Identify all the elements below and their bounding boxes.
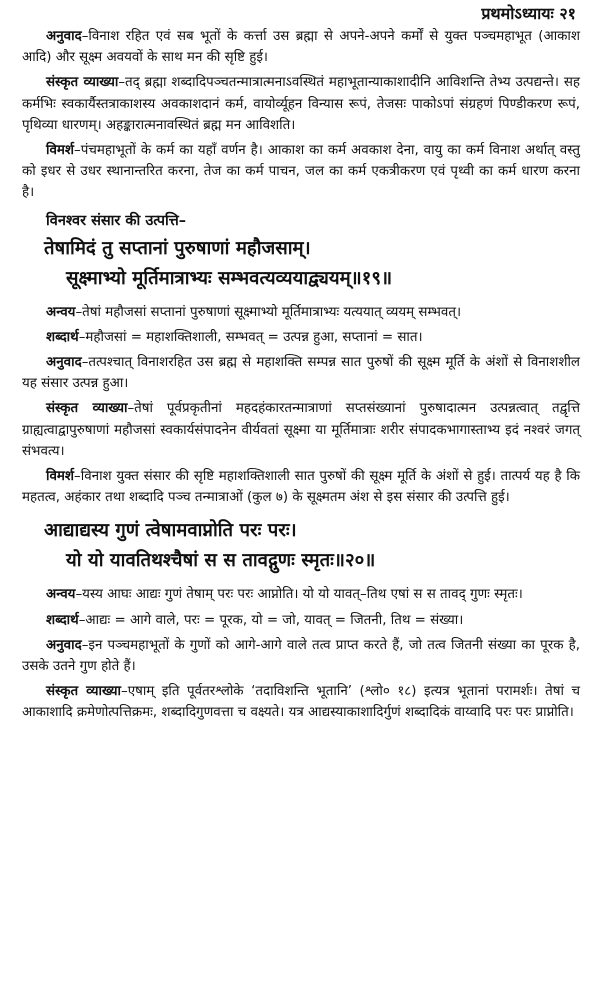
sanskrit-vyakhya-paragraph [22, 681, 580, 723]
anvay-text: –तेषां महौजसां सप्तानां पुरुषाणां सूक्ष्माभ्यो मूर्तिमात्राभ्यः यत्ययात् व्ययम् सम्भवत्। [75, 304, 462, 320]
verse-20-line-1: आद्याद्यस्य गुणं त्वेषामवाप्नोति परः परः। [44, 520, 297, 542]
sanskrit-vyakhya-paragraph [22, 72, 580, 136]
verse-19-line-2: सूक्ष्माभ्यो मूर्तिमात्राभ्यः सम्भवत्यव्ययाद्व्ययम्॥१९॥ [66, 267, 393, 289]
anvay-paragraph [22, 302, 580, 323]
anvay-label: अन्वय [46, 304, 76, 320]
shabdarth-text: –महौजसां = महाशक्तिशाली, सम्भवत् = उत्पन्न हुआ, सप्तानां = सात। [78, 329, 423, 345]
sanskrit-vyakhya-text: –तद् ब्रह्मा शब्दादिपञ्चतन्मात्रात्मनाऽवस्थितं महाभूतान्याकाशादीनि आविशन्ति तेभ्य उत्पद्यन्ते। सह कर्मभिः स्वकार्यैस्तत्राकाशस्य अवकाशदानं कर्म, वायोर्व्यूहन विन्यास रूपं, तेजसः पाकोऽपां संग्रहणं पिण्डीकरण रूपं, पृथिव्या धारणम्। अहङ्कारात्मनावस्थितं ब्रह्म मन आविशति। [22, 75, 580, 133]
shabdarth-label: शब्दार्थ [46, 329, 79, 345]
verse-20 [22, 516, 580, 576]
verse-19 [22, 234, 580, 294]
verse-19-line-1: तेषामिदं तु सप्तानां पुरुषाणां महौजसाम्। [44, 237, 311, 259]
page-header: प्रथमोऽध्यायः २१ [481, 4, 576, 23]
vimarsh-label: विमर्श [46, 469, 75, 485]
sanskrit-vyakhya-text: –एषाम् इति पूर्वतरश्लोके ‘तदाविशन्ति भूतानि’ (श्लो० १८) इत्यत्र भूतानां परामर्शः। तेषां च आकाशादि क्रमेणोत्पत्तिक्रमः, शब्दादिगुणवत्ता च वक्ष्यते। यत्र आद्यस्याकाशादिर्गुणं शब्दादिकं वाय्वादि परः परः प्राप्नोति। [22, 684, 580, 721]
vimarsh-text: –पंचमहाभूतों के कर्म का यहाँ वर्णन है। आकाश का कर्म अवकाश देना, वायु का कर्म विनाश अर्थात् वस्तु को इधर से उधर स्थानान्तरित करना, तेज का कर्म पाचन, जल का कर्म एकत्रीकरण एवं पृथ्वी का कर्म धारण करना है। [22, 143, 580, 201]
vimarsh-text: –विनाश युक्त संसार की सृष्टि महाशक्तिशाली सात पुरुषों की सूक्ष्म मूर्ति के अंशों से हुई। तात्पर्य यह है कि महतत्व, अहंकार तथा शब्दादि पञ्च तन्मात्राओं (कुल ७) के सूक्ष्मतम अंश से इस संसार की उत्पत्ति हुई। [22, 469, 580, 506]
section-heading: विनश्वर संसार की उत्पत्ति– [46, 212, 187, 229]
anvay-label: अन्वय [46, 587, 76, 603]
anvay-paragraph [22, 584, 580, 605]
sanskrit-vyakhya-paragraph [22, 398, 580, 462]
anvay-text: –यस्य आघः आद्यः गुणं तेषाम् परः परः आप्नोति। यो यो यावत्–तिथ एषां स स तावद् गुणः स्मृतः। [75, 587, 523, 603]
verse-20-line-2: यो यो यावतिथश्चैषां स स तावद्गुणः स्मृतः॥२०॥ [66, 550, 376, 572]
anuvad-text: –तत्पश्चात् विनाशरहित उस ब्रह्म से महाशक्ति सम्पन्न सात पुरुषों की सूक्ष्म मूर्ति के अंशों से विनाशशील यह संसार उत्पन्न हुआ। [22, 355, 580, 392]
sanskrit-vyakhya-text: –तेषां पूर्वप्रकृतीनां महदहंकारतन्मात्राणां सप्तसंख्यानां पुरुषादात्मन उत्पन्नत्वात् तद्वृत्ति ग्राह्यत्वाद्वापुरुषाणां महौजसां स्वकार्यसंपादनेन वीर्यवतां सूक्ष्मा या मूर्तिमात्राः शरीर संपादकभागास्ताभ्य इदं नश्वरं जगत् संभवत्य। [22, 401, 580, 459]
vimarsh-paragraph [22, 140, 580, 204]
sanskrit-vyakhya-label: संस्कृत व्याख्या [46, 684, 121, 700]
sanskrit-vyakhya-label: संस्कृत व्याख्या [46, 401, 128, 417]
shabdarth-paragraph [22, 610, 580, 631]
anuvad-paragraph [22, 26, 580, 68]
shabdarth-paragraph [22, 327, 580, 348]
shabdarth-text: –आद्यः = आगे वाले, परः = पूरक, यो = जो, यावत् = जितनी, तिथ = संख्या। [78, 612, 464, 628]
vimarsh-label: विमर्श [46, 143, 75, 159]
anuvad-label: अनुवाद [46, 637, 82, 653]
anuvad-label: अनुवाद [46, 29, 82, 44]
anuvad-label: अनुवाद [46, 355, 82, 371]
anuvad-text: –विनाश रहित एवं सब भूतों के कर्त्ता उस ब्रह्मा से अपने-अपने कर्मों से युक्त पञ्चमहाभूत (आकाश आदि) और सूक्ष्म अवयवों के साथ मन की सृष्टि हुई। [22, 29, 580, 66]
vimarsh-paragraph [22, 466, 580, 508]
shabdarth-label: शब्दार्थ [46, 612, 79, 628]
anuvad-paragraph [22, 635, 580, 677]
anuvad-paragraph [22, 352, 580, 394]
anuvad-text: –इन पञ्चमहाभूतों के गुणों को आगे-आगे वाले तत्व प्राप्त करते हैं, जो तत्व जितनी संख्या का पूरक है, उसके उतने गुण होते हैं। [22, 637, 580, 675]
sanskrit-vyakhya-label: संस्कृत व्याख्या [46, 75, 119, 91]
